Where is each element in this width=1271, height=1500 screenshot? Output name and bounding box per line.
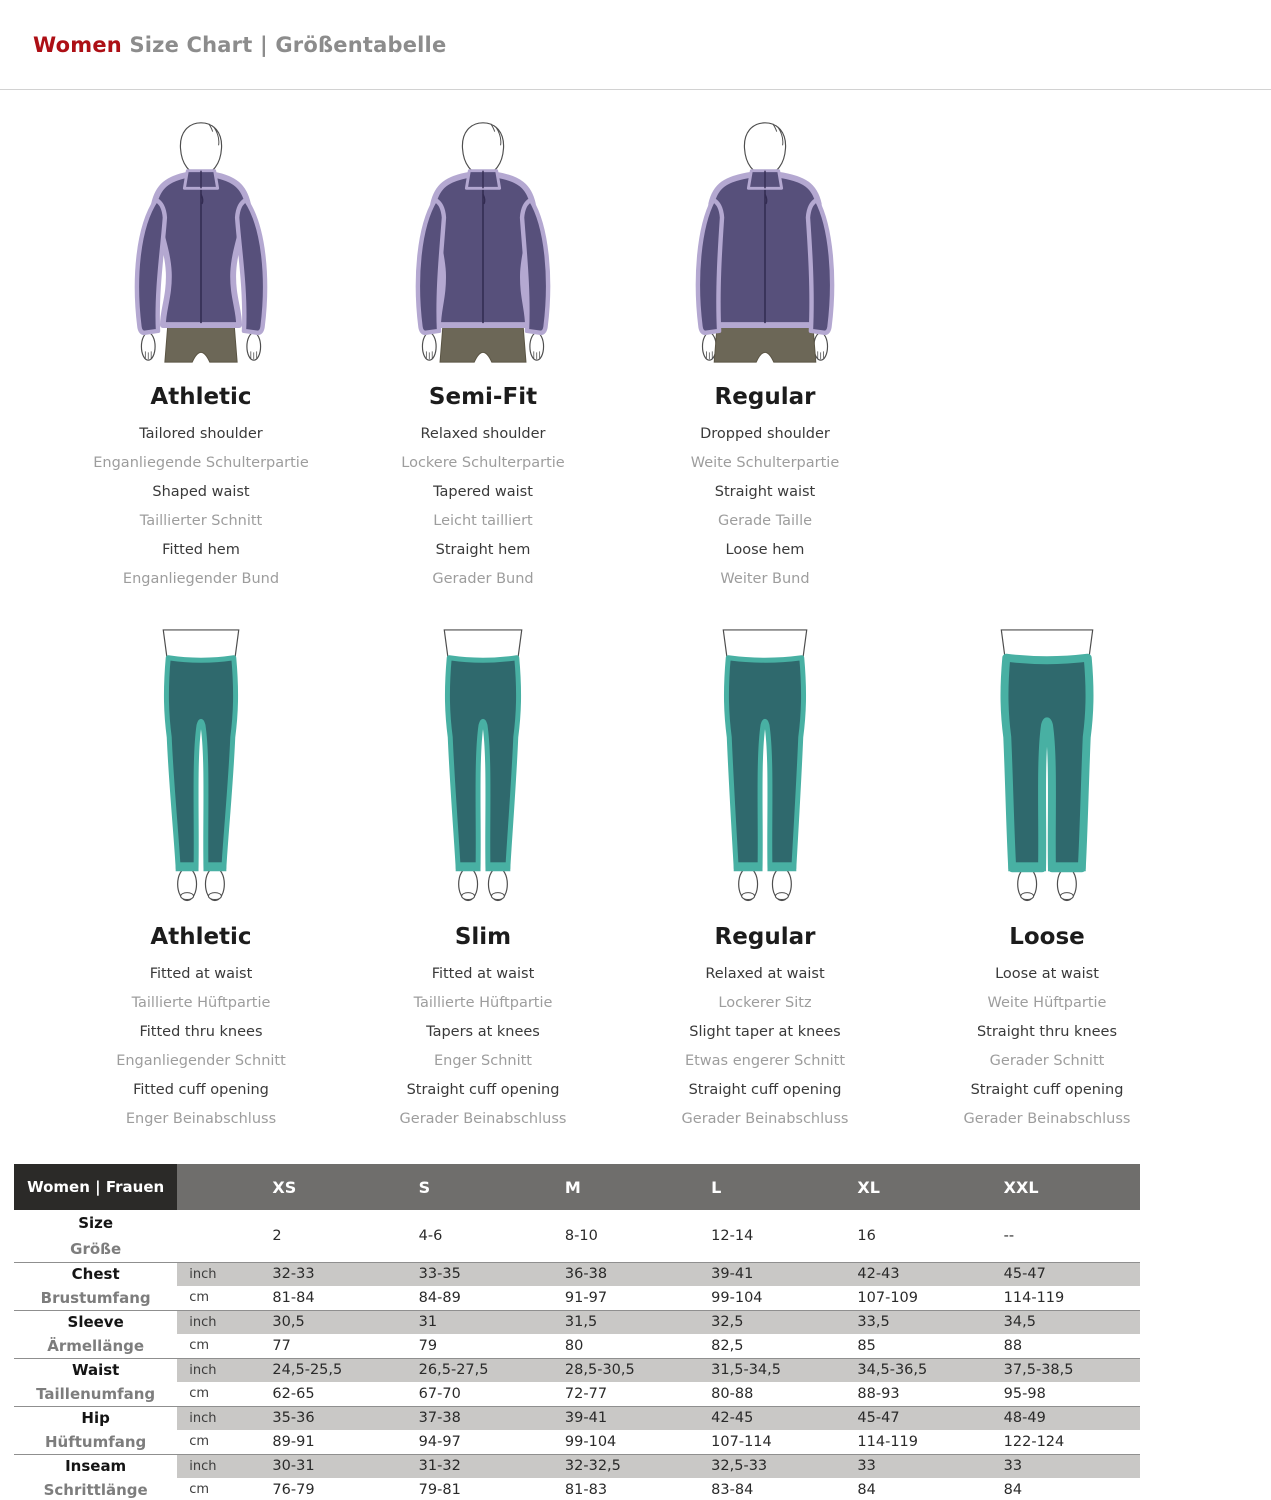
measure-value-cell: 85 (857, 1337, 876, 1354)
measure-value-cell: 88 (1003, 1337, 1023, 1354)
measure-value-cell: 26,5-27,5 (408, 1358, 554, 1382)
measure-value-cell: 45-47 (846, 1406, 992, 1430)
fit-details (342, 960, 624, 1134)
measure-value-cell: 33 (993, 1454, 1140, 1478)
row-label-en: Chest (14, 1262, 177, 1286)
fit-detail-de: Enganliegende Schulterpartie (93, 455, 309, 471)
table-row-inch (14, 1454, 1140, 1478)
fit-detail-de: Enger Schnitt (433, 1053, 532, 1069)
measure-value-cell: 48-49 (993, 1406, 1140, 1430)
pants-figure-slim (342, 620, 624, 908)
table-row-inch (14, 1310, 1140, 1334)
table-row-inch (14, 1406, 1140, 1430)
size-column-xs: XS (261, 1164, 407, 1210)
size-table-header-row (14, 1164, 1140, 1210)
unit-cell-inch: inch (177, 1454, 261, 1478)
fit-detail-en: Fitted at waist (149, 966, 253, 982)
measure-value-cell: 42-43 (846, 1262, 992, 1286)
unit-cell-inch: inch (177, 1406, 261, 1430)
measure-value-cell: 84 (993, 1478, 1140, 1500)
unit-cell-cm: cm (189, 1338, 210, 1354)
measure-value-cell: 39-41 (554, 1406, 700, 1430)
fit-title: Loose (1009, 924, 1085, 950)
measure-value-cell: 76-79 (261, 1478, 407, 1500)
fit-detail-de: Enganliegender Schnitt (116, 1053, 286, 1069)
measure-value-cell: 32-32,5 (554, 1454, 700, 1478)
fit-detail-en: Loose at waist (995, 966, 1099, 982)
unit-cell-cm: cm (189, 1434, 210, 1450)
fit-detail-de: Gerader Beinabschluss (681, 1111, 849, 1127)
fit-title: Regular (714, 924, 816, 950)
fit-detail-de: Gerader Bund (432, 571, 534, 587)
size-value-cell: 2 (272, 1227, 282, 1244)
fit-detail-en: Tapers at knees (426, 1024, 540, 1040)
row-label-en: Inseam (14, 1454, 177, 1478)
measure-value-cell: 33,5 (846, 1310, 992, 1334)
fit-detail-en: Fitted hem (162, 542, 240, 558)
unit-cell-inch: inch (177, 1310, 261, 1334)
fit-detail-en: Straight cuff opening (970, 1082, 1124, 1098)
fit-detail-en: Fitted cuff opening (133, 1082, 269, 1098)
size-value-cell: 16 (857, 1227, 876, 1244)
measure-value-cell: 79-81 (408, 1478, 554, 1500)
unit-cell-cm: cm (177, 1478, 261, 1500)
measure-value-cell: 32-33 (261, 1262, 407, 1286)
measure-value-cell: 99-104 (564, 1433, 617, 1450)
page-title-gender: Women (33, 32, 122, 57)
fit-detail-en: Dropped shoulder (700, 426, 830, 442)
fit-detail-de: Gerader Schnitt (989, 1053, 1105, 1069)
size-column-xxl: XXL (993, 1164, 1140, 1210)
fit-details (624, 420, 906, 594)
measure-value-cell: 45-47 (993, 1262, 1140, 1286)
fit-detail-en: Fitted at waist (431, 966, 535, 982)
fit-detail-en: Slight taper at knees (689, 1024, 841, 1040)
jacket-figure-regular (624, 116, 906, 368)
row-label-en: Waist (14, 1358, 177, 1382)
table-row-cm (14, 1382, 1140, 1406)
fit-column-pants-loose (906, 620, 1188, 1134)
measure-value-cell: 94-97 (418, 1433, 461, 1450)
measure-value-cell: 37,5-38,5 (993, 1358, 1140, 1382)
measure-value-cell: 34,5 (993, 1310, 1140, 1334)
page-header (0, 0, 1271, 90)
measure-value-cell: 24,5-25,5 (261, 1358, 407, 1382)
fit-detail-de: Leicht tailliert (433, 513, 533, 529)
measure-value-cell: 34,5-36,5 (846, 1358, 992, 1382)
pants-figure-athletic (60, 620, 342, 908)
fit-detail-en: Loose hem (725, 542, 805, 558)
measure-value-cell: 33 (846, 1454, 992, 1478)
measure-value-cell: 77 (272, 1337, 291, 1354)
table-row-inch (14, 1358, 1140, 1382)
pants-figure-regular (624, 620, 906, 908)
measure-value-cell: 80-88 (711, 1385, 754, 1402)
fit-detail-de: Enger Beinabschluss (125, 1111, 277, 1127)
row-label-en: Hip (14, 1406, 177, 1430)
table-corner-label: Women | Frauen (14, 1164, 177, 1210)
row-label-de: Hüftumfang (14, 1430, 177, 1454)
table-row-inch (14, 1262, 1140, 1286)
fit-detail-en: Straight cuff opening (688, 1082, 842, 1098)
measure-value-cell: 42-45 (700, 1406, 846, 1430)
fit-details (60, 420, 342, 594)
fit-column-jacket-regular (624, 116, 906, 594)
size-value-cell: 4-6 (418, 1227, 443, 1244)
size-value-cell: 12-14 (711, 1227, 754, 1244)
fit-detail-en: Straight waist (714, 484, 816, 500)
measure-value-cell: 72-77 (564, 1385, 608, 1402)
fit-detail-en: Relaxed at waist (705, 966, 825, 982)
fit-column-jacket-semi-fit (342, 116, 624, 594)
measure-value-cell: 107-109 (857, 1289, 919, 1306)
fit-details (60, 960, 342, 1134)
table-row-cm (14, 1286, 1140, 1310)
measure-value-cell: 84 (846, 1478, 992, 1500)
size-value-cell: 8-10 (564, 1227, 598, 1244)
fit-detail-de: Lockerer Sitz (718, 995, 812, 1011)
unit-cell-cm: cm (189, 1386, 210, 1402)
table-row-cm (14, 1334, 1140, 1358)
fit-details (906, 960, 1188, 1134)
fit-details (624, 960, 906, 1134)
pants-figure-loose (906, 620, 1188, 908)
size-column-xl: XL (846, 1164, 992, 1210)
fit-detail-de: Weite Schulterpartie (690, 455, 840, 471)
fit-column-jacket-athletic (60, 116, 342, 594)
size-column-s: S (408, 1164, 554, 1210)
table-row-cm (14, 1478, 1140, 1500)
fit-detail-de: Taillierter Schnitt (139, 513, 263, 529)
measure-value-cell: 114-119 (1003, 1289, 1065, 1306)
fit-title: Semi-Fit (428, 384, 538, 410)
measure-value-cell: 31 (408, 1310, 554, 1334)
unit-cell-cm: cm (189, 1290, 210, 1306)
fit-detail-de: Enganliegender Bund (122, 571, 280, 587)
table-row-cm (14, 1430, 1140, 1454)
fit-detail-de: Gerade Taille (717, 513, 813, 529)
measure-value-cell: 39-41 (700, 1262, 846, 1286)
fit-title: Regular (714, 384, 816, 410)
bottoms-fit-section (0, 620, 1271, 1134)
unit-cell-inch: inch (177, 1358, 261, 1382)
measure-value-cell: 84-89 (418, 1289, 461, 1306)
fit-detail-de: Taillierte Hüftpartie (131, 995, 271, 1011)
measure-value-cell: 81-83 (554, 1478, 700, 1500)
measure-value-cell: 83-84 (700, 1478, 846, 1500)
fit-details (342, 420, 624, 594)
fit-detail-en: Shaped waist (152, 484, 250, 500)
measure-value-cell: 32,5-33 (700, 1454, 846, 1478)
measure-value-cell: 31,5 (554, 1310, 700, 1334)
measure-value-cell: 89-91 (272, 1433, 315, 1450)
measure-value-cell: 82,5 (711, 1337, 744, 1354)
fit-detail-en: Straight hem (435, 542, 531, 558)
tops-fit-section (0, 116, 1271, 594)
fit-detail-en: Tailored shoulder (139, 426, 263, 442)
measure-value-cell: 114-119 (857, 1433, 919, 1450)
fit-detail-en: Relaxed shoulder (420, 426, 546, 442)
measure-value-cell: 32,5 (700, 1310, 846, 1334)
fit-detail-de: Weite Hüftpartie (987, 995, 1107, 1011)
fit-detail-en: Straight cuff opening (406, 1082, 560, 1098)
fit-detail-de: Gerader Beinabschluss (399, 1111, 567, 1127)
size-value-cell: -- (1003, 1227, 1015, 1244)
measure-value-cell: 91-97 (564, 1289, 608, 1306)
page-title-subtitle: Size Chart | Größentabelle (129, 32, 447, 57)
measure-value-cell: 31,5-34,5 (700, 1358, 846, 1382)
page-title (33, 33, 446, 57)
measure-value-cell: 107-114 (711, 1433, 772, 1450)
fit-detail-de: Etwas engerer Schnitt (684, 1053, 846, 1069)
measure-value-cell: 99-104 (711, 1289, 763, 1306)
row-label-de: Größe (14, 1236, 177, 1262)
fit-detail-de: Lockere Schulterpartie (401, 455, 565, 471)
measure-value-cell: 79 (418, 1337, 438, 1354)
measure-value-cell: 37-38 (408, 1406, 554, 1430)
measure-value-cell: 31-32 (408, 1454, 554, 1478)
measure-value-cell: 95-98 (1003, 1385, 1046, 1402)
size-table (14, 1164, 1140, 1500)
size-column-l: L (700, 1164, 846, 1210)
measure-value-cell: 30,5 (261, 1310, 407, 1334)
size-column-m: M (554, 1164, 700, 1210)
unit-cell-inch: inch (177, 1262, 261, 1286)
fit-column-pants-regular (624, 620, 906, 1134)
fit-title: Athletic (150, 924, 252, 950)
row-label-de: Taillenumfang (14, 1382, 177, 1406)
measure-value-cell: 80 (564, 1337, 584, 1354)
fit-detail-de: Weiter Bund (720, 571, 810, 587)
measure-value-cell: 28,5-30,5 (554, 1358, 700, 1382)
measure-value-cell: 33-35 (408, 1262, 554, 1286)
jacket-figure-semi-fit (342, 116, 624, 368)
measure-value-cell: 88-93 (857, 1385, 900, 1402)
fit-column-pants-athletic (60, 620, 342, 1134)
measure-value-cell: 62-65 (272, 1385, 315, 1402)
row-label-de: Schrittlänge (14, 1478, 177, 1500)
fit-detail-de: Gerader Beinabschluss (963, 1111, 1131, 1127)
measure-value-cell: 67-70 (418, 1385, 461, 1402)
table-row-size (14, 1210, 1140, 1236)
unit-column-header (177, 1164, 261, 1210)
row-label-en: Sleeve (14, 1310, 177, 1334)
measure-value-cell: 81-84 (272, 1289, 315, 1306)
row-label-de: Brustumfang (14, 1286, 177, 1310)
fit-detail-en: Tapered waist (433, 484, 533, 500)
fit-detail-en: Fitted thru knees (139, 1024, 263, 1040)
row-label-de: Ärmellänge (14, 1334, 177, 1358)
measure-value-cell: 35-36 (261, 1406, 407, 1430)
measure-value-cell: 36-38 (554, 1262, 700, 1286)
unit-cell-empty (177, 1210, 261, 1262)
jacket-figure-athletic (60, 116, 342, 368)
fit-detail-en: Straight thru knees (976, 1024, 1118, 1040)
measure-value-cell: 122-124 (1003, 1433, 1065, 1450)
fit-title: Slim (454, 924, 512, 950)
fit-column-pants-slim (342, 620, 624, 1134)
fit-title: Athletic (150, 384, 252, 410)
row-label-en: Size (14, 1210, 177, 1236)
measure-value-cell: 30-31 (261, 1454, 407, 1478)
fit-detail-de: Taillierte Hüftpartie (413, 995, 553, 1011)
